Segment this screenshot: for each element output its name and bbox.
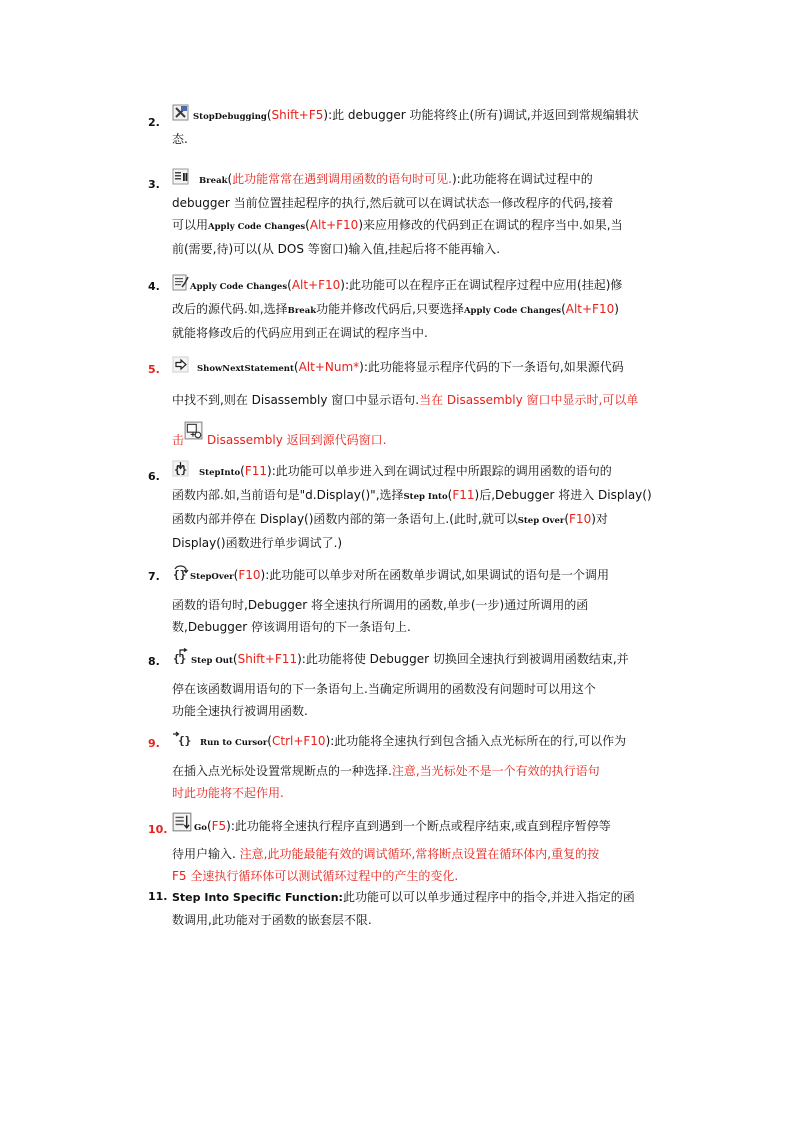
svg-text:{}: {} [173, 652, 187, 665]
text: 改后的源代码.如,选择 [172, 302, 288, 316]
command-name: StopDebugging [193, 112, 267, 122]
step-out-icon [172, 648, 189, 665]
item-line: 数调用,此功能对于函数的嵌套层不限. [172, 913, 372, 927]
item-number: 9. [148, 737, 160, 750]
item-number: 10. [148, 823, 168, 836]
command-name: Apply Code Changes [463, 306, 562, 316]
item-number: 6. [148, 470, 160, 483]
shortcut-key: Alt+F10 [565, 302, 615, 316]
item-line: 态. [172, 132, 188, 146]
shortcut-key: Shift+F5 [271, 108, 324, 122]
item-line [172, 760, 688, 782]
item-line [172, 812, 688, 839]
item-number: 8. [148, 655, 160, 668]
item-line [172, 104, 688, 128]
command-name: Step Over [517, 516, 565, 526]
text: )来应用修改的代码到正在调试的程序当中.如果,当 [358, 218, 623, 232]
item-number: 3. [148, 178, 160, 191]
note-text: 时此功能将不起作用. [172, 786, 284, 800]
item-line [172, 782, 688, 804]
text: 待用户输入. [172, 847, 240, 861]
shortcut-key: Alt+Num* [298, 360, 360, 374]
item-line [172, 298, 688, 322]
note-text: 注意,当光标处不是一个有效的执行语句 [391, 764, 600, 778]
list-item-step-out [148, 648, 688, 722]
command-name: Break [287, 306, 317, 316]
item-line [172, 865, 688, 887]
note-text: 注意,此功能最能有效的调试循环,常将断点设置在循环体内,重复的按 [239, 847, 600, 861]
stop-debugging-icon [172, 104, 189, 121]
paren: ( [233, 568, 239, 582]
item-line: Display()函数进行单步调试了.) [172, 536, 343, 550]
shortcut-key: Ctrl+F10 [271, 734, 326, 748]
show-next-statement-icon [172, 356, 189, 373]
item-number: 5. [148, 363, 160, 376]
text: 可以用 [172, 218, 209, 232]
note-text: 此功能常常在遇到调用函数的语句时可见. [232, 172, 452, 186]
item-number: 4. [148, 280, 160, 293]
item-line [172, 843, 688, 865]
list-item-step-into-specific-function [148, 886, 688, 931]
description-text: ):此功能将显示程序代码的下一条语句,如果源代码 [359, 360, 624, 374]
step-into-icon [172, 460, 189, 477]
item-line [172, 389, 688, 411]
command-name: Step Into [403, 492, 448, 502]
paren: ( [267, 734, 272, 748]
text: 函数内部.如,当前语句是"d.Display()",选择 [172, 488, 404, 502]
item-line [172, 886, 688, 909]
paren: ( [266, 108, 272, 122]
paren: ( [564, 512, 570, 526]
note-text: F5 全速执行循环体可以测试循环过程中的产生的变化. [172, 869, 459, 883]
paren: ( [293, 360, 299, 374]
description-text: ):此功能将全速执行到包含插入点光标所在的行,可以作为 [325, 734, 627, 748]
item-number: 2. [148, 116, 160, 129]
description-text: ):此功能将全速执行程序直到遇到一个断点或程序结束,或直到程序暂停等 [226, 819, 611, 833]
list-item-go [148, 812, 688, 887]
text: 中找不到,则在 Disassembly 窗口中显示语句. [172, 393, 420, 407]
run-to-cursor-icon [172, 730, 192, 747]
description-text: ):此功能可以单步进入到在调试过程中所跟踪的调用函数的语句的 [267, 464, 612, 478]
shortcut-key: F10 [569, 512, 592, 526]
command-name: Apply Code Changes [208, 222, 306, 232]
step-over-icon [172, 564, 189, 581]
item-line [172, 484, 688, 508]
paren: ( [287, 278, 292, 292]
text: )对 [591, 512, 608, 526]
command-name: Step Into Specific Function: [172, 891, 343, 904]
command-name: Step Out [191, 656, 233, 666]
go-icon [172, 812, 192, 832]
item-line [172, 274, 688, 298]
item-line [172, 648, 688, 672]
list-item-step-into [148, 460, 688, 554]
list-item-step-over [148, 564, 688, 638]
description-text: ):此 debugger 功能将终止(所有)调试,并返回到常规编辑状 [323, 108, 639, 122]
description-text: ):此功能可以在程序正在调试程序过程中应用(挂起)修 [340, 278, 623, 292]
paren: ( [206, 819, 212, 833]
item-line: debugger 当前位置挂起程序的执行,然后就可以在调试状态一修改程序的代码,接着 [172, 196, 614, 210]
item-number: 11. [148, 890, 168, 903]
svg-text:{}: {} [173, 568, 187, 581]
svg-text:{}: {} [178, 734, 192, 747]
item-line: 就能将修改后的代码应用到正在调试的程序当中. [172, 326, 428, 340]
shortcut-key: F10 [238, 568, 261, 582]
paren: ( [447, 488, 453, 502]
item-line [172, 460, 688, 484]
command-name: Break [199, 176, 228, 186]
command-name: Run to Cursor [200, 738, 268, 748]
list-item-break [148, 168, 688, 260]
description-text: 此功能可以可以单步通过程序中的指令,并进入指定的函 [342, 890, 635, 904]
text: 函数内部并停在 Display()函数内部的第一条语句上.(此时,就可以 [172, 512, 518, 526]
note-text: 击 [172, 433, 185, 447]
shortcut-key: F11 [244, 464, 268, 478]
item-line [172, 421, 688, 451]
item-line [172, 730, 688, 754]
command-name: Apply Code Changes [190, 282, 288, 292]
list-item-run-to-cursor [148, 730, 688, 804]
paren: ( [232, 652, 238, 666]
description-text: ):此功能将在调试过程中的 [451, 172, 593, 186]
item-number: 7. [148, 570, 160, 583]
item-line [172, 214, 688, 238]
apply-code-changes-icon [172, 274, 189, 291]
paren: ( [227, 172, 233, 186]
paren: ( [305, 218, 310, 232]
item-line [172, 356, 688, 380]
command-name: StepOver [190, 572, 234, 582]
disassembly-icon [184, 421, 203, 440]
note-text: Disassembly 返回到源代码窗口. [207, 433, 387, 447]
shortcut-key: Shift+F11 [237, 652, 298, 666]
paren: ( [561, 302, 566, 316]
paren: ) [614, 302, 619, 316]
text: 在插入点光标处设置常规断点的一种选择. [172, 764, 392, 778]
paren: ( [240, 464, 245, 478]
item-line: 前(需要,待)可以(从 DOS 等窗口)输入值,挂起后将不能再输入. [172, 242, 501, 256]
description-text: ):此功能可以单步对所在函数单步调试,如果调试的语句是一个调用 [260, 568, 610, 582]
item-line: 函数的语句时,Debugger 将全速执行所调用的函数,单步(一步)通过所调用的函 [172, 598, 589, 612]
command-name: StepInto [199, 468, 241, 478]
text: 功能并修改代码后,只要选择 [316, 302, 464, 316]
note-text: 当在 Disassembly 窗口中显示时,可以单 [419, 393, 639, 407]
description-text: ):此功能将使 Debugger 切换回全速执行到被调用函数结束,并 [297, 652, 629, 666]
command-name: ShowNextStatement [197, 364, 294, 374]
shortcut-key: Alt+F10 [291, 278, 341, 292]
list-item-stop-debugging [148, 104, 688, 150]
shortcut-key: F5 [211, 819, 227, 833]
item-line: 停在该函数调用语句的下一条语句上.当确定所调用的函数没有问题时可以用这个 [172, 682, 596, 696]
break-icon [172, 168, 189, 185]
item-line [172, 168, 688, 192]
command-name: Go [194, 823, 207, 833]
shortcut-key: Alt+F10 [309, 218, 359, 232]
text: )后,Debugger 将进入 Display() [474, 488, 652, 502]
list-item-show-next-statement [148, 356, 688, 451]
item-line [172, 508, 688, 532]
item-line [172, 564, 688, 588]
svg-text:{}: {} [174, 463, 188, 476]
list-item-apply-code-changes [148, 274, 688, 344]
shortcut-key: F11 [452, 488, 475, 502]
item-line: 数,Debugger 停该调用语句的下一条语句上. [172, 620, 411, 634]
item-line: 功能全速执行被调用函数. [172, 704, 308, 718]
